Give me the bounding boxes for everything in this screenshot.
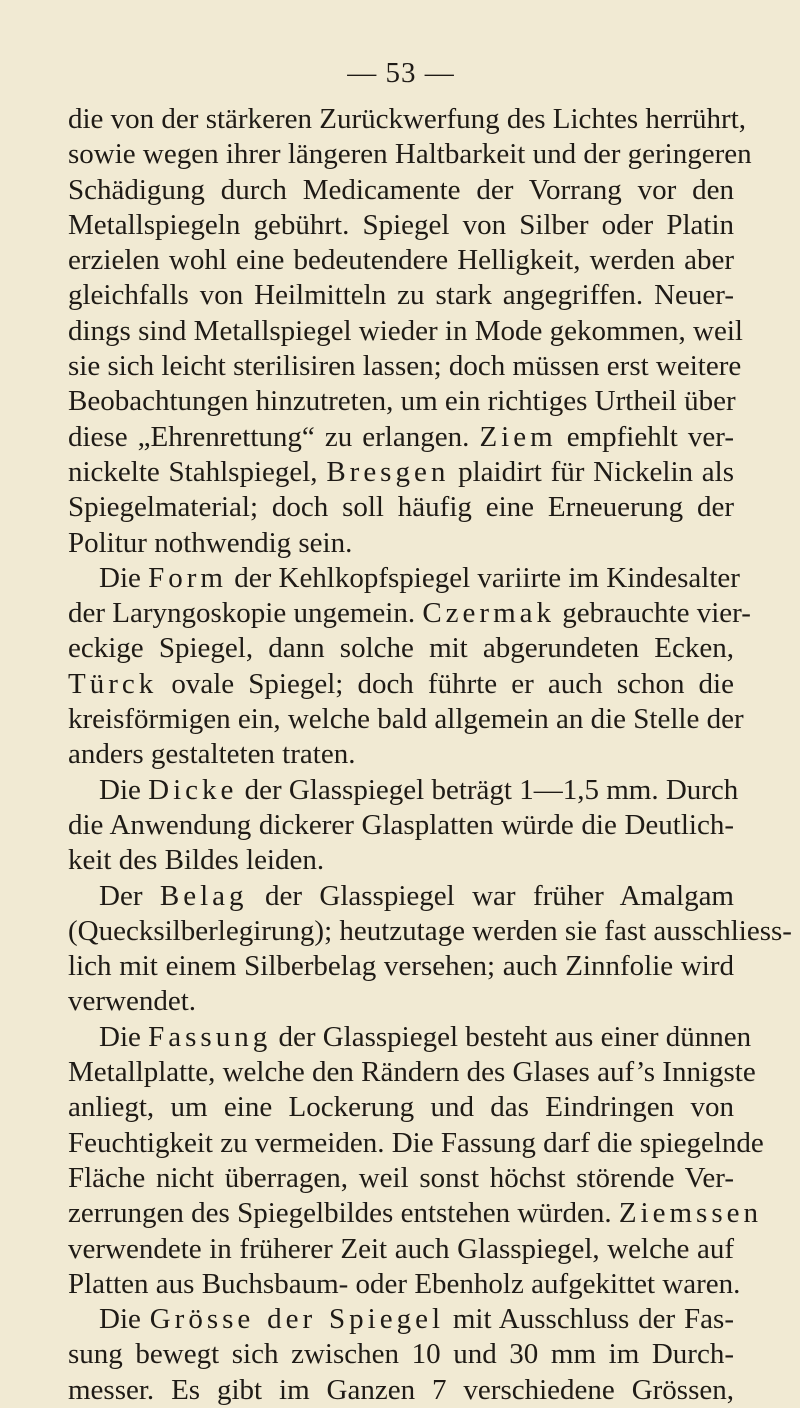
text-run: messer. Es gibt im Ganzen 7 verschiedene Grössen, <box>68 1373 734 1406</box>
text-run: Spiegelmaterial; doch soll häufig eine Erneuerung der <box>68 491 734 524</box>
text-run: Fläche nicht überragen, weil sonst höchst störende Ver- <box>68 1161 734 1194</box>
spaced-name: Türck <box>68 667 158 700</box>
text-run: sie sich leicht sterilisiren lassen; doch müssen erst weitere <box>68 350 742 383</box>
text-run: Metallspiegeln gebührt. Spiegel von Silber oder Platin <box>68 208 734 241</box>
spaced-name: Form <box>148 561 227 594</box>
spaced-name: Grösse der Spiegel <box>149 1303 445 1336</box>
text-line <box>68 1090 734 1125</box>
text-run: die Anwendung dickerer Glasplatten würde die Deutlich- <box>68 808 734 841</box>
text-line <box>68 455 734 490</box>
text-run: Feuchtigkeit zu vermeiden. Die Fassung darf die spiegelnde <box>68 1126 764 1159</box>
page-number: — 53 — <box>347 57 455 89</box>
text-line <box>68 1126 764 1161</box>
body-text <box>68 102 792 1408</box>
text-line <box>68 1337 734 1372</box>
text-run: der Glasspiegel besteht aus einer dünnen <box>271 1020 752 1053</box>
text-line <box>68 914 792 949</box>
text-run: lich mit einem Silberbelag versehen; auch Zinnfolie wird <box>68 950 734 983</box>
text-run: mit Ausschluss der Fas- <box>444 1303 735 1336</box>
text-run: anders gestalteten traten. <box>68 738 356 771</box>
text-run: (Quecksilberlegirung); heutzutage werden sie fast ausschliess- <box>68 914 792 947</box>
text-run: diese „Ehrenrettung“ zu erlangen. <box>68 420 480 453</box>
spaced-name: Dicke <box>148 773 238 806</box>
text-run: Die <box>99 773 149 806</box>
text-line <box>68 596 751 631</box>
spaced-name: Ziemssen <box>618 1197 762 1230</box>
text-line <box>68 737 734 772</box>
text-run: sowie wegen ihrer längeren Haltbarkeit und der geringeren <box>68 138 752 171</box>
text-line <box>68 526 734 561</box>
text-line <box>68 137 752 172</box>
text-line <box>68 808 734 843</box>
text-line <box>68 1267 741 1302</box>
text-line <box>68 278 734 313</box>
text-run: anliegt, um eine Lockerung und das Eindringen von <box>68 1091 734 1124</box>
text-line <box>68 173 734 208</box>
spaced-name: Belag <box>159 879 248 912</box>
text-line <box>68 1055 756 1090</box>
text-line <box>68 984 734 1019</box>
text-run: zerrungen des Spiegelbildes entstehen würden. <box>68 1197 619 1230</box>
text-run: gebrauchte vier- <box>555 597 751 630</box>
text-run: keit des Bildes leiden. <box>68 844 325 877</box>
text-run: gleichfalls von Heilmitteln zu stark angegriffen. Neuer- <box>68 279 734 312</box>
text-line <box>68 1373 734 1408</box>
text-run: empfiehlt ver- <box>556 420 735 453</box>
text-line <box>68 843 734 878</box>
text-line <box>68 420 734 455</box>
spaced-name: Bresgen <box>326 455 450 488</box>
text-run: der Kehlkopfspiegel variirte im Kindesalter <box>226 561 740 594</box>
text-run: Metallplatte, welche den Rändern des Glases auf’s Innigste <box>68 1056 756 1089</box>
text-line <box>68 561 740 596</box>
text-line <box>68 702 744 737</box>
text-run: plaidirt für Nickelin als <box>449 455 734 488</box>
text-run: Platten aus Buchsbaum- oder Ebenholz aufgekittet waren. <box>68 1267 741 1300</box>
text-line <box>68 490 734 525</box>
text-line <box>68 208 734 243</box>
text-line <box>68 1020 752 1055</box>
text-line <box>68 1302 734 1337</box>
text-run: Die <box>99 561 149 594</box>
text-line <box>68 949 734 984</box>
spaced-name: Ziem <box>479 420 557 453</box>
text-line <box>68 667 734 702</box>
text-run: der Laryngoskopie ungemein. <box>68 597 423 630</box>
text-line <box>68 631 734 666</box>
text-line <box>68 773 739 808</box>
text-line <box>68 314 743 349</box>
text-run: Die <box>99 1020 149 1053</box>
text-line <box>68 102 747 137</box>
text-run: dings sind Metallspiegel wieder in Mode gekommen, weil <box>68 314 743 347</box>
text-run: Die <box>99 1303 150 1336</box>
text-run: sung bewegt sich zwischen 10 und 30 mm im Durch- <box>68 1338 734 1371</box>
text-run: ovale Spiegel; doch führte er auch schon die <box>157 667 734 700</box>
text-line <box>68 1196 762 1231</box>
text-run: verwendet. <box>68 985 197 1018</box>
text-run: die von der stärkeren Zurückwerfung des Lichtes herrührt, <box>68 103 747 135</box>
text-run: Beobachtungen hinzutreten, um ein richtiges Urtheil über <box>68 385 736 418</box>
text-line <box>68 384 734 419</box>
text-run: nickelte Stahlspiegel, <box>68 455 327 488</box>
text-run: Schädigung durch Medicamente der Vorrang vor den <box>68 173 734 206</box>
text-line <box>68 879 734 914</box>
text-run: Der <box>99 879 160 912</box>
text-run: der Glasspiegel war früher Amalgam <box>247 879 734 912</box>
spaced-name: Czermak <box>422 597 556 630</box>
spaced-name: Fassung <box>148 1020 272 1053</box>
text-run: kreisförmigen ein, welche bald allgemein an die Stelle der <box>68 703 744 736</box>
text-run: Politur nothwendig sein. <box>68 526 353 559</box>
text-run: eckige Spiegel, dann solche mit abgerundeten Ecken, <box>68 632 734 665</box>
text-run: verwendete in früherer Zeit auch Glasspiegel, welche auf <box>68 1232 734 1265</box>
text-line <box>68 1232 734 1267</box>
text-run: erzielen wohl eine bedeutendere Helligkeit, werden aber <box>68 244 734 277</box>
text-run: der Glasspiegel beträgt 1—1,5 mm. Durch <box>237 773 739 806</box>
text-line <box>68 1161 734 1196</box>
text-line <box>68 243 734 278</box>
text-line <box>68 349 742 384</box>
